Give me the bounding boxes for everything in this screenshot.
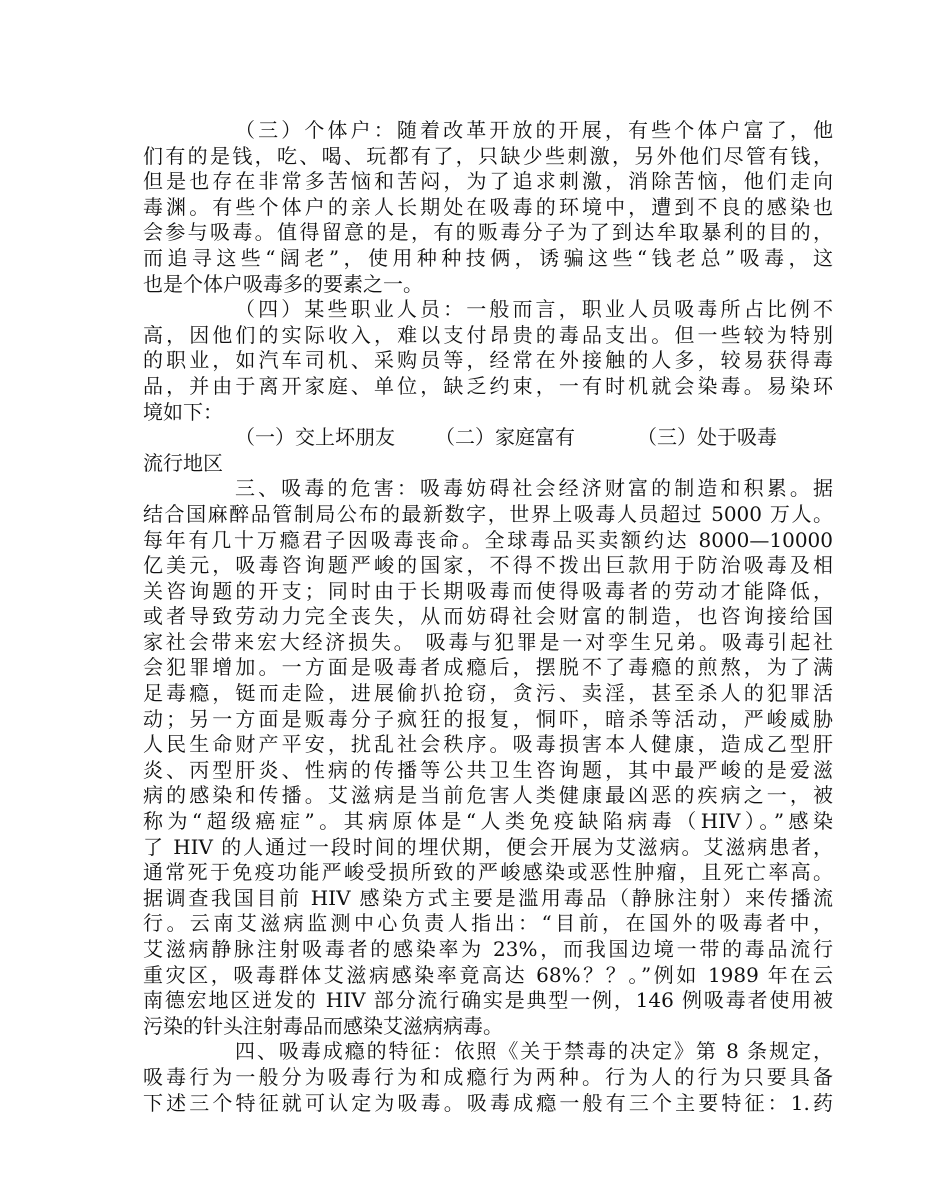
- paragraph-line: 了 HIV 的人通过一段时间的埋伏期，便会开展为艾滋病。艾滋病患者，: [143, 834, 833, 859]
- paragraph-line: 也是个体户吸毒多的要素之一。: [143, 271, 423, 296]
- paragraph-line: 通常死于免疫功能严峻受损所致的严峻感染或恶性肿瘤，且死亡率高。: [143, 860, 833, 885]
- paragraph-line: 吸毒行为一般分为吸毒行为和成瘾行为两种。行为人的行为只要具备: [143, 1064, 833, 1089]
- paragraph-line: 重灾区，吸毒群体艾滋病感染率竟高达 68%？？。”例如 1989 年在云: [143, 962, 833, 987]
- list-item: （三）处于吸毒: [637, 425, 777, 450]
- paragraph-line: 动；另一方面是贩毒分子疯狂的报复，恫吓，暗杀等活动，严峻威胁: [143, 706, 833, 731]
- paragraph-line: 四、吸毒成瘾的特征：依照《关于禁毒的决定》第 8 条规定，: [235, 1039, 833, 1064]
- paragraph-line: 或者导致劳动力完全丧失，从而妨碍社会财富的制造，也咨询接给国: [143, 604, 833, 629]
- paragraph-line: 的职业，如汽车司机、采购员等，经常在外接触的人多，较易获得毒: [143, 348, 833, 373]
- paragraph-line: 人民生命财产平安，扰乱社会秩序。吸毒损害本人健康，造成乙型肝: [143, 732, 833, 757]
- paragraph-line: 亿美元，吸毒咨询题严峻的国家，不得不拨出巨款用于防治吸毒及相: [143, 553, 833, 578]
- paragraph-line: 炎、丙型肝炎、性病的传播等公共卫生咨询题，其中最严峻的是爱滋: [143, 757, 833, 782]
- paragraph-line: 境如下：: [143, 399, 223, 424]
- list-item: （一）交上坏朋友: [235, 425, 395, 450]
- paragraph-line: 艾滋病静脉注射吸毒者的感染率为 23%，而我国边境一带的毒品流行: [143, 937, 833, 961]
- paragraph-line: 三、吸毒的危害：吸毒妨碍社会经济财富的制造和积累。据: [235, 476, 833, 501]
- paragraph-line: 但是也存在非常多苦恼和苦闷，为了追求刺激，消除苦恼，他们走向: [143, 169, 833, 194]
- paragraph-line: （四）某些职业人员：一般而言，职业人员吸毒所占比例不: [235, 297, 833, 322]
- paragraph-line: 据调查我国目前 HIV 感染方式主要是滥用毒品（静脉注射）来传播流: [143, 885, 833, 910]
- paragraph-line: 高，因他们的实际收入，难以支付昂贵的毒品支出。但一些较为特别: [143, 322, 833, 347]
- paragraph-line: 关咨询题的开支；同时由于长期吸毒而使得吸毒者的劳动才能降低，: [143, 578, 833, 603]
- paragraph-line: 南德宏地区迸发的 HIV 部分流行确实是典型一例，146 例吸毒者使用被: [143, 988, 833, 1013]
- document-body: [143, 118, 833, 1116]
- paragraph-line: 会犯罪增加。一方面是吸毒者成瘾后，摆脱不了毒瘾的煎熬，为了满: [143, 655, 833, 680]
- paragraph-line: 毒渊。有些个体户的亲人长期处在吸毒的环境中，遭到不良的感染也: [143, 194, 833, 219]
- paragraph-line: 病的感染和传播。艾滋病是当前危害人类健康最凶恶的疾病之一，被: [143, 783, 833, 808]
- paragraph-line: 称为“超级癌症”。其病原体是“人类免疫缺陷病毒（HIV）。”感染: [143, 809, 833, 834]
- list-item: （二）家庭富有: [435, 425, 575, 450]
- environment-list: [143, 425, 833, 451]
- paragraph-line: 行。云南艾滋病监测中心负责人指出：“目前，在国外的吸毒者中，: [143, 911, 833, 936]
- paragraph-line: 品，并由于离开家庭、单位，缺乏约束，一有时机就会染毒。易染环: [143, 373, 833, 398]
- paragraph-line: 流行地区: [143, 450, 223, 475]
- paragraph-line: 足毒瘾，铤而走险，进展偷扒抢窃，贪污、卖淫，甚至杀人的犯罪活: [143, 681, 833, 706]
- paragraph-line: 污染的针头注射毒品而感染艾滋病病毒。: [143, 1013, 503, 1038]
- paragraph-line: 会参与吸毒。值得留意的是，有的贩毒分子为了到达牟取暴利的目的，: [143, 220, 833, 245]
- paragraph-line: 而追寻这些“阔老”，使用种种技俩，诱骗这些“钱老总”吸毒，这: [143, 245, 833, 270]
- paragraph-line: 们有的是钱，吃、喝、玩都有了，只缺少些刺激，另外他们尽管有钱，: [143, 143, 833, 168]
- paragraph-line: 家社会带来宏大经济损失。 吸毒与犯罪是一对孪生兄弟。吸毒引起社: [143, 629, 833, 654]
- paragraph-line: 下述三个特征就可认定为吸毒。吸毒成瘾一般有三个主要特征：1.药: [143, 1090, 833, 1115]
- paragraph-line: （三）个体户：随着改革开放的开展，有些个体户富了，他: [235, 118, 833, 142]
- paragraph-line: 每年有几十万瘾君子因吸毒丧命。全球毒品买卖额约达 8000—10000: [143, 527, 833, 552]
- paragraph-line: 结合国麻醉品管制局公布的最新数字，世界上吸毒人员超过 5000 万人。: [143, 501, 833, 526]
